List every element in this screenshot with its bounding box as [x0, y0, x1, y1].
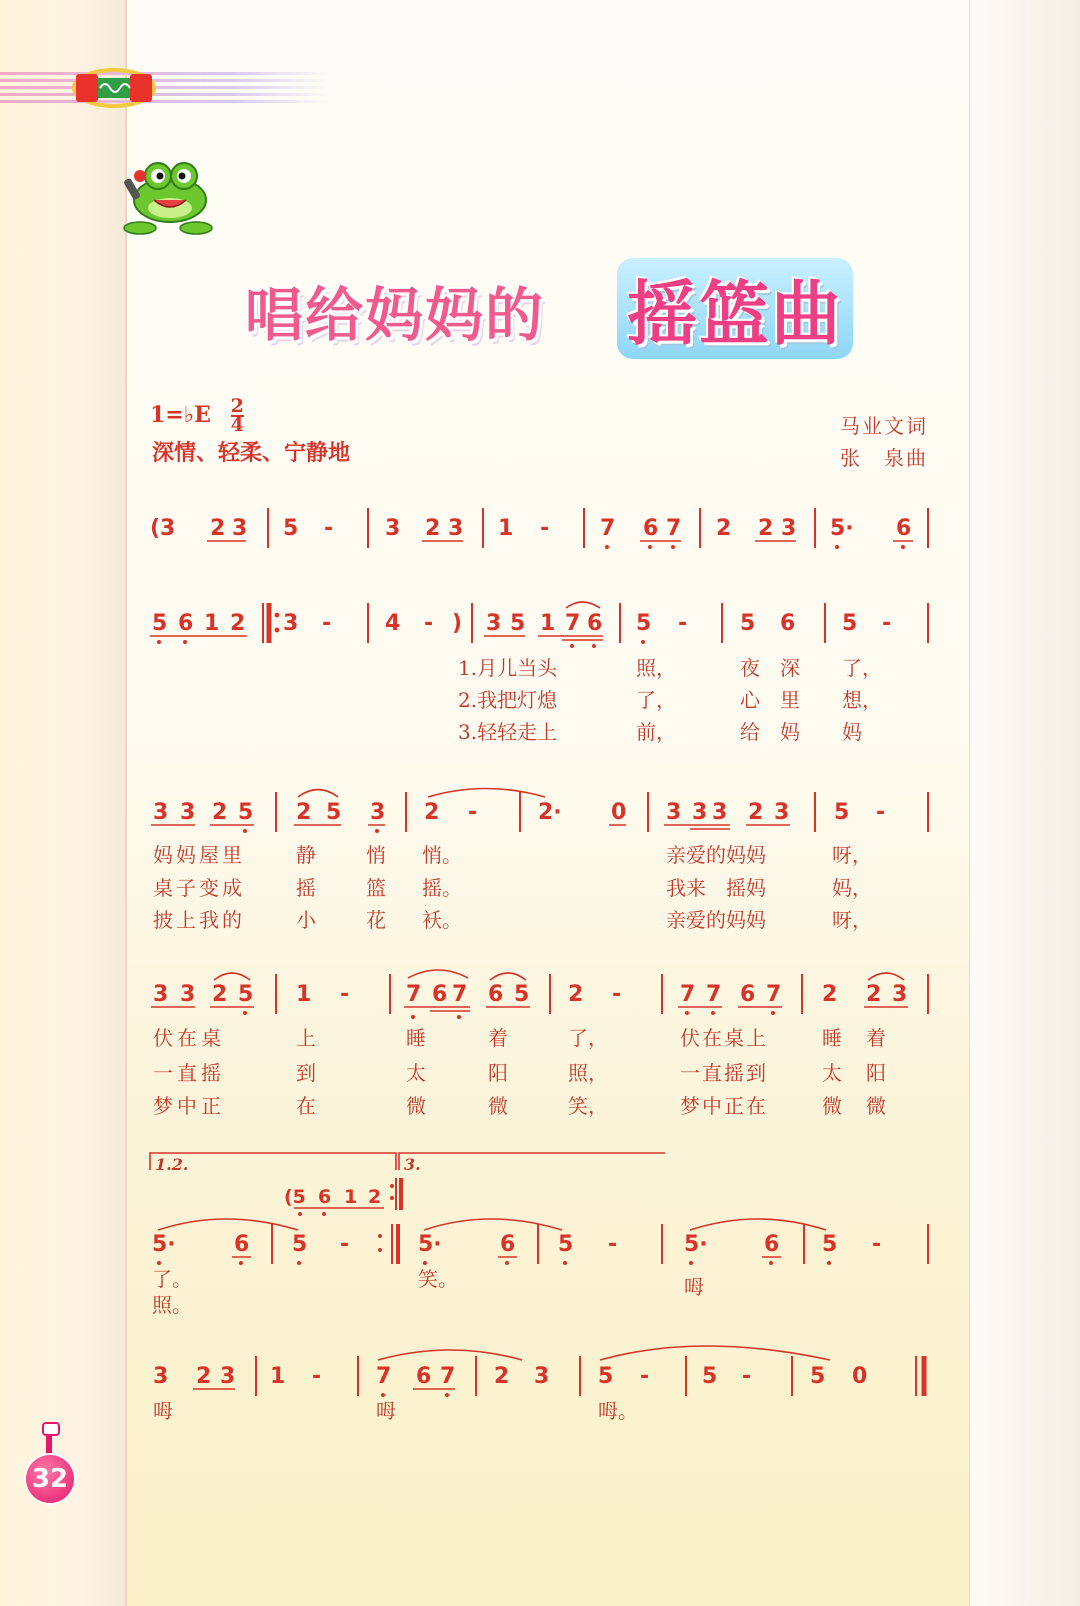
note: 1 [204, 611, 220, 636]
note: 7 [666, 516, 682, 541]
dash: - [540, 516, 550, 541]
score-line-4 [151, 970, 928, 1118]
note: 2 [424, 800, 440, 825]
dash: - [872, 1232, 882, 1257]
note: 2 [716, 516, 732, 541]
note: 5· [152, 1232, 176, 1257]
dash: - [678, 611, 688, 636]
note: 5 [702, 1364, 718, 1389]
lyric: 着 [866, 1026, 886, 1050]
note: 6 [764, 1232, 780, 1257]
note: 2 [230, 611, 246, 636]
dash: - [424, 611, 434, 636]
lyric: 着 [488, 1026, 508, 1050]
dash: - [876, 800, 886, 825]
note: 3 [666, 800, 682, 825]
lyric: 伏在桌上 [680, 1026, 768, 1050]
note: 3 [370, 800, 386, 825]
dash: - [882, 611, 892, 636]
note: 5 [822, 1232, 838, 1257]
note: 6 [234, 1232, 250, 1257]
note: 7 [452, 982, 468, 1007]
note: 7 [766, 982, 782, 1007]
lyric: 前， [636, 720, 676, 744]
lyric: 微 [488, 1094, 508, 1118]
dash: - [322, 611, 332, 636]
lyric: 一直摇 [153, 1061, 225, 1085]
note: 7 [440, 1364, 456, 1389]
optional-return-notes [284, 1178, 401, 1216]
note: 6 [643, 516, 659, 541]
note: 5 [292, 1232, 308, 1257]
dash: - [312, 1364, 322, 1389]
note: 7 [376, 1364, 392, 1389]
lyric: 妈 [780, 720, 800, 744]
lyric: 悄。 [422, 843, 462, 867]
lyric: 妈妈屋里 [153, 843, 245, 867]
lyric: 了， [568, 1026, 608, 1050]
note: 2 [296, 800, 312, 825]
lyric: 照， [568, 1061, 608, 1085]
lyric: 一直摇到 [680, 1061, 768, 1085]
lyric: 我来 摇妈 [666, 876, 766, 900]
note: 7 [565, 611, 581, 636]
tempo-marking: 深情、轻柔、宁静地 [152, 441, 351, 466]
note: 6 [488, 982, 504, 1007]
lyric: 睡 [822, 1026, 842, 1050]
note: 3 [220, 1364, 236, 1389]
note: 2 [494, 1364, 510, 1389]
note: 5 [636, 611, 652, 636]
lyric: 摇 [296, 876, 316, 900]
note: 5 [740, 611, 756, 636]
note: 3 [180, 982, 196, 1007]
note: 2 [425, 516, 441, 541]
lyric: 太 [406, 1061, 426, 1085]
title-part2: 摇篮曲 [617, 258, 853, 359]
note: 5 [514, 982, 530, 1007]
lyric: 呀， [832, 908, 872, 932]
lyric: 摇。 [422, 876, 462, 900]
dash: - [742, 1364, 752, 1389]
note: 5· [684, 1232, 708, 1257]
composer-credit: 张 泉曲 [840, 446, 928, 470]
dash: - [340, 1232, 350, 1257]
note: 6 [178, 611, 194, 636]
note: 7 [680, 982, 696, 1007]
lyric: 太 [822, 1061, 842, 1085]
lyrics-line-5 [153, 1399, 638, 1423]
lyric: 了， [636, 688, 676, 712]
key-text: 1=♭E [150, 402, 211, 428]
note: 5 [326, 800, 342, 825]
note: 1 [270, 1364, 286, 1389]
lyric: 悄 [366, 843, 386, 867]
note: 5 [510, 611, 526, 636]
note: 1 [296, 982, 312, 1007]
note: 3 [781, 516, 797, 541]
note: 2 [568, 982, 584, 1007]
note: 3 [283, 611, 299, 636]
dash: - [640, 1364, 650, 1389]
note: 5 [842, 611, 858, 636]
volta-3: 3. [404, 1155, 421, 1174]
note: 7 [406, 982, 422, 1007]
lyric: 上 [296, 1026, 316, 1050]
note: 1 [498, 516, 514, 541]
lyric: 3.轻轻走上 [458, 720, 558, 744]
note: 3 [153, 1364, 169, 1389]
note: 2 [748, 800, 764, 825]
title-part1: 唱给妈妈的 [245, 281, 546, 349]
note: 2 [212, 800, 228, 825]
lyric: 睡 [406, 1026, 426, 1050]
note: 2 [368, 1186, 382, 1208]
lyric: 篮 [366, 876, 386, 900]
lyric: 1.月儿当头 [458, 656, 558, 680]
lyric: 呣 [684, 1275, 704, 1299]
lyric: 2.我把灯熄 [458, 688, 558, 712]
dash: - [324, 516, 334, 541]
note: 3 [892, 982, 908, 1007]
note: 6 [587, 611, 603, 636]
note: 6 [896, 516, 912, 541]
lyric: 小 [296, 908, 316, 932]
lyric: 呣 [376, 1399, 396, 1423]
lyric: 给 [740, 720, 760, 744]
note: 6 [416, 1364, 432, 1389]
note: 5 [283, 516, 299, 541]
note: 6 [500, 1232, 516, 1257]
lyric: 花 [366, 908, 386, 932]
lyric: 妈 [842, 720, 862, 744]
lyric: 心 [740, 688, 760, 712]
dash: - [608, 1232, 618, 1257]
lyric: 笑。 [418, 1267, 458, 1291]
lyric: 照， [636, 656, 676, 680]
note: 3 [180, 800, 196, 825]
note: 6 [318, 1186, 332, 1208]
page-number-pin-icon [46, 1426, 52, 1456]
note: (3 [150, 516, 176, 541]
note: 3 [448, 516, 464, 541]
note: 3 [385, 516, 401, 541]
lyricist-credit: 马业文词 [840, 414, 928, 438]
note: 6 [780, 611, 796, 636]
lyric: 在 [296, 1094, 316, 1118]
note: 2 [758, 516, 774, 541]
note: 2 [196, 1364, 212, 1389]
note: 2 [210, 516, 226, 541]
lyric: 笑， [568, 1094, 608, 1118]
lyric: 微 [866, 1094, 886, 1118]
lyrics-line-2 [153, 843, 872, 932]
note: 3 [232, 516, 248, 541]
lyric: 亲爱的妈妈 [666, 843, 766, 867]
lyric: 阳 [866, 1061, 886, 1085]
lyric: 静 [296, 843, 316, 867]
lyric: 深 [780, 656, 800, 680]
note: 5 [558, 1232, 574, 1257]
note: 5 [598, 1364, 614, 1389]
score-line-5 [150, 1153, 928, 1317]
note: 3 [153, 800, 169, 825]
rest: 0 [611, 800, 627, 825]
rest: 0 [852, 1364, 868, 1389]
score-line-1 [150, 508, 928, 549]
lyric: 照。 [152, 1293, 192, 1317]
note: 3 [692, 800, 708, 825]
lyric: 阳 [488, 1061, 508, 1085]
lyric: 了， [842, 656, 882, 680]
lyric: 呀， [832, 843, 872, 867]
lyrics-line-3 [153, 1026, 886, 1118]
lyric: 呣。 [598, 1399, 638, 1423]
lyric: 想， [842, 688, 882, 712]
score-line-3 [151, 789, 928, 933]
paren: ) [452, 611, 463, 636]
note: 7 [706, 982, 722, 1007]
score-line-6 [153, 1346, 924, 1423]
dash: - [468, 800, 478, 825]
lyric: 伏在桌 [153, 1026, 225, 1050]
lyric: 微 [822, 1094, 842, 1118]
lyrics-line-1 [458, 656, 882, 744]
note: 5 [238, 982, 254, 1007]
note: 1 [540, 611, 556, 636]
note: 5· [830, 516, 854, 541]
lyric: 袄。 [422, 908, 462, 932]
note: 3 [153, 982, 169, 1007]
time-sig-bottom: 4 [230, 414, 244, 436]
note: 2· [538, 800, 562, 825]
lyric: 亲爱的妈妈 [666, 908, 766, 932]
lyric: 里 [780, 688, 800, 712]
lyric: 梦中正在 [680, 1094, 768, 1118]
note: 5· [418, 1232, 442, 1257]
note: 3 [774, 800, 790, 825]
lyric: 妈， [832, 876, 872, 900]
note: (5 [284, 1186, 306, 1208]
note: 5 [238, 800, 254, 825]
note: 2 [822, 982, 838, 1007]
lyric: 桌子变成 [153, 876, 245, 900]
lyric: 披上我的 [153, 908, 245, 932]
note: 3 [534, 1364, 550, 1389]
note: 5 [810, 1364, 826, 1389]
dash: - [612, 982, 622, 1007]
note: 3 [486, 611, 502, 636]
lyric: 呣 [153, 1399, 173, 1423]
note: 7 [600, 516, 616, 541]
note: 4 [385, 611, 401, 636]
note: 2 [212, 982, 228, 1007]
page-number: 32 [26, 1455, 74, 1503]
note: 5 [834, 800, 850, 825]
note: 3 [712, 800, 728, 825]
lyric: 夜 [740, 656, 760, 680]
lyric: 梦中正 [153, 1094, 225, 1118]
note: 6 [740, 982, 756, 1007]
lyric: 了。 [152, 1267, 192, 1291]
note: 2 [866, 982, 882, 1007]
lyric: 到 [296, 1061, 316, 1085]
time-sig-top: 2 [230, 395, 244, 417]
note: 5 [152, 611, 168, 636]
dash: - [340, 982, 350, 1007]
score-line-2 [150, 602, 928, 744]
note: 6 [432, 982, 448, 1007]
lyrics-line-4 [152, 1267, 704, 1317]
lyric: 微 [406, 1094, 426, 1118]
note: 1 [344, 1186, 358, 1208]
volta-1-2: 1.2. [155, 1155, 189, 1174]
